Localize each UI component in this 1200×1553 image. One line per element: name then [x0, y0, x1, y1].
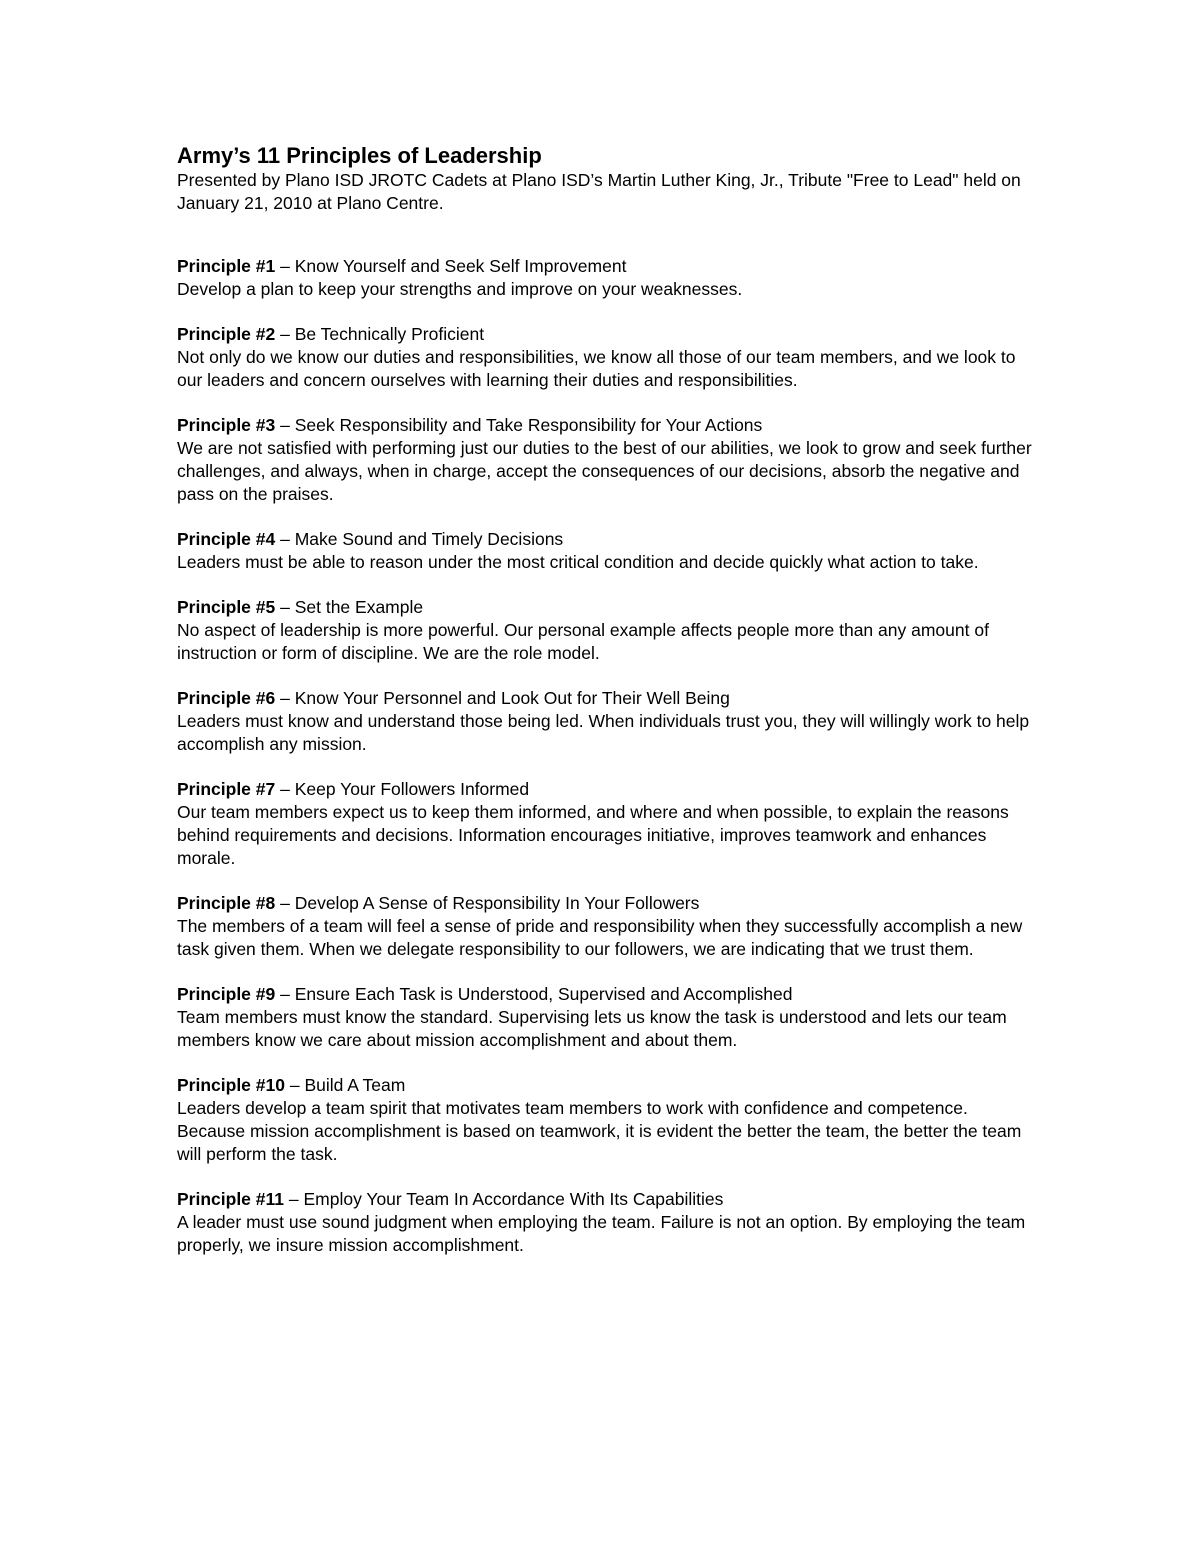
principle-title: – Know Your Personnel and Look Out for Their Well Being — [275, 688, 730, 708]
principle-label: Principle #1 — [177, 256, 276, 276]
principle-item — [177, 528, 1037, 574]
principle-label: Principle #8 — [177, 893, 276, 913]
principle-heading — [177, 414, 1037, 437]
principle-item — [177, 1074, 1037, 1166]
principle-title: – Make Sound and Timely Decisions — [275, 529, 564, 549]
principle-body: We are not satisfied with performing just our duties to the best of our abilities, we look to grow and seek further challenges, and always, when in charge, accept the consequences of our decisions, absorb the negative and pass on the praises. — [177, 438, 1032, 504]
principle-body: A leader must use sound judgment when employing the team. Failure is not an option. By employing the team properly, we insure mission accomplishment. — [177, 1212, 1026, 1255]
principle-body: Leaders must know and understand those being led. When individuals trust you, they will willingly work to help accomplish any mission. — [177, 711, 1030, 754]
principle-heading — [177, 596, 1037, 619]
principle-heading — [177, 687, 1037, 710]
principle-body: Develop a plan to keep your strengths and improve on your weaknesses. — [177, 279, 743, 299]
principle-heading — [177, 778, 1037, 801]
document-page — [177, 143, 1037, 1279]
principle-body: No aspect of leadership is more powerful. Our personal example affects people more than any amount of instruction or form of discipline. We are the role model. — [177, 620, 989, 663]
principle-item — [177, 414, 1037, 506]
principle-title: – Build A Team — [284, 1075, 406, 1095]
principle-heading — [177, 1188, 1037, 1211]
principle-item — [177, 1188, 1037, 1257]
principle-label: Principle #9 — [177, 984, 276, 1004]
principle-item — [177, 255, 1037, 301]
principle-heading — [177, 323, 1037, 346]
principle-body: Not only do we know our duties and responsibilities, we know all those of our team members, and we look to our leaders and concern ourselves with learning their duties and responsibilities. — [177, 347, 1016, 390]
principle-heading — [177, 528, 1037, 551]
principle-item — [177, 778, 1037, 870]
document-subtitle: Presented by Plano ISD JROTC Cadets at Plano ISD’s Martin Luther King, Jr., Tribute "Free to Lead" held on January 21, 2010 at Plano Centre. — [177, 170, 1021, 213]
principle-item — [177, 596, 1037, 665]
principle-body: Team members must know the standard. Supervising lets us know the task is understood and lets our team members know we care about mission accomplishment and about them. — [177, 1007, 1007, 1050]
principle-body: Leaders must be able to reason under the most critical condition and decide quickly what action to take. — [177, 552, 979, 572]
principle-heading — [177, 892, 1037, 915]
principle-title: – Ensure Each Task is Understood, Supervised and Accomplished — [275, 984, 793, 1004]
principle-label: Principle #2 — [177, 324, 276, 344]
principle-title: – Seek Responsibility and Take Responsibility for Your Actions — [275, 415, 763, 435]
principle-label: Principle #11 — [177, 1189, 285, 1209]
principle-body: The members of a team will feel a sense of pride and responsibility when they successfully accomplish a new task given them. When we delegate responsibility to our followers, we are indicating that we trust them. — [177, 916, 1023, 959]
principle-label: Principle #3 — [177, 415, 276, 435]
principle-heading — [177, 255, 1037, 278]
principle-heading — [177, 983, 1037, 1006]
principle-body: Our team members expect us to keep them informed, and where and when possible, to explain the reasons behind requirements and decisions. Information encourages initiative, improves teamwork and enhances morale. — [177, 802, 1009, 868]
principle-label: Principle #5 — [177, 597, 276, 617]
principle-item — [177, 687, 1037, 756]
principles-list — [177, 255, 1037, 1257]
principle-item — [177, 892, 1037, 961]
principle-label: Principle #4 — [177, 529, 276, 549]
principle-title: – Employ Your Team In Accordance With Its Capabilities — [284, 1189, 724, 1209]
principle-item — [177, 983, 1037, 1052]
principle-label: Principle #6 — [177, 688, 276, 708]
principle-title: – Keep Your Followers Informed — [275, 779, 530, 799]
principle-label: Principle #10 — [177, 1075, 285, 1095]
principle-heading — [177, 1074, 1037, 1097]
principle-label: Principle #7 — [177, 779, 276, 799]
principle-title: – Be Technically Proficient — [275, 324, 485, 344]
principle-title: – Know Yourself and Seek Self Improvement — [275, 256, 627, 276]
principle-title: – Set the Example — [275, 597, 424, 617]
document-title: Army’s 11 Principles of Leadership — [177, 143, 542, 168]
principle-title: – Develop A Sense of Responsibility In Your Followers — [275, 893, 700, 913]
principle-item — [177, 323, 1037, 392]
principle-body: Leaders develop a team spirit that motivates team members to work with confidence and competence. Because mission accomplishment is based on teamwork, it is evident the better the team, the better the team will perform the task. — [177, 1098, 1022, 1164]
